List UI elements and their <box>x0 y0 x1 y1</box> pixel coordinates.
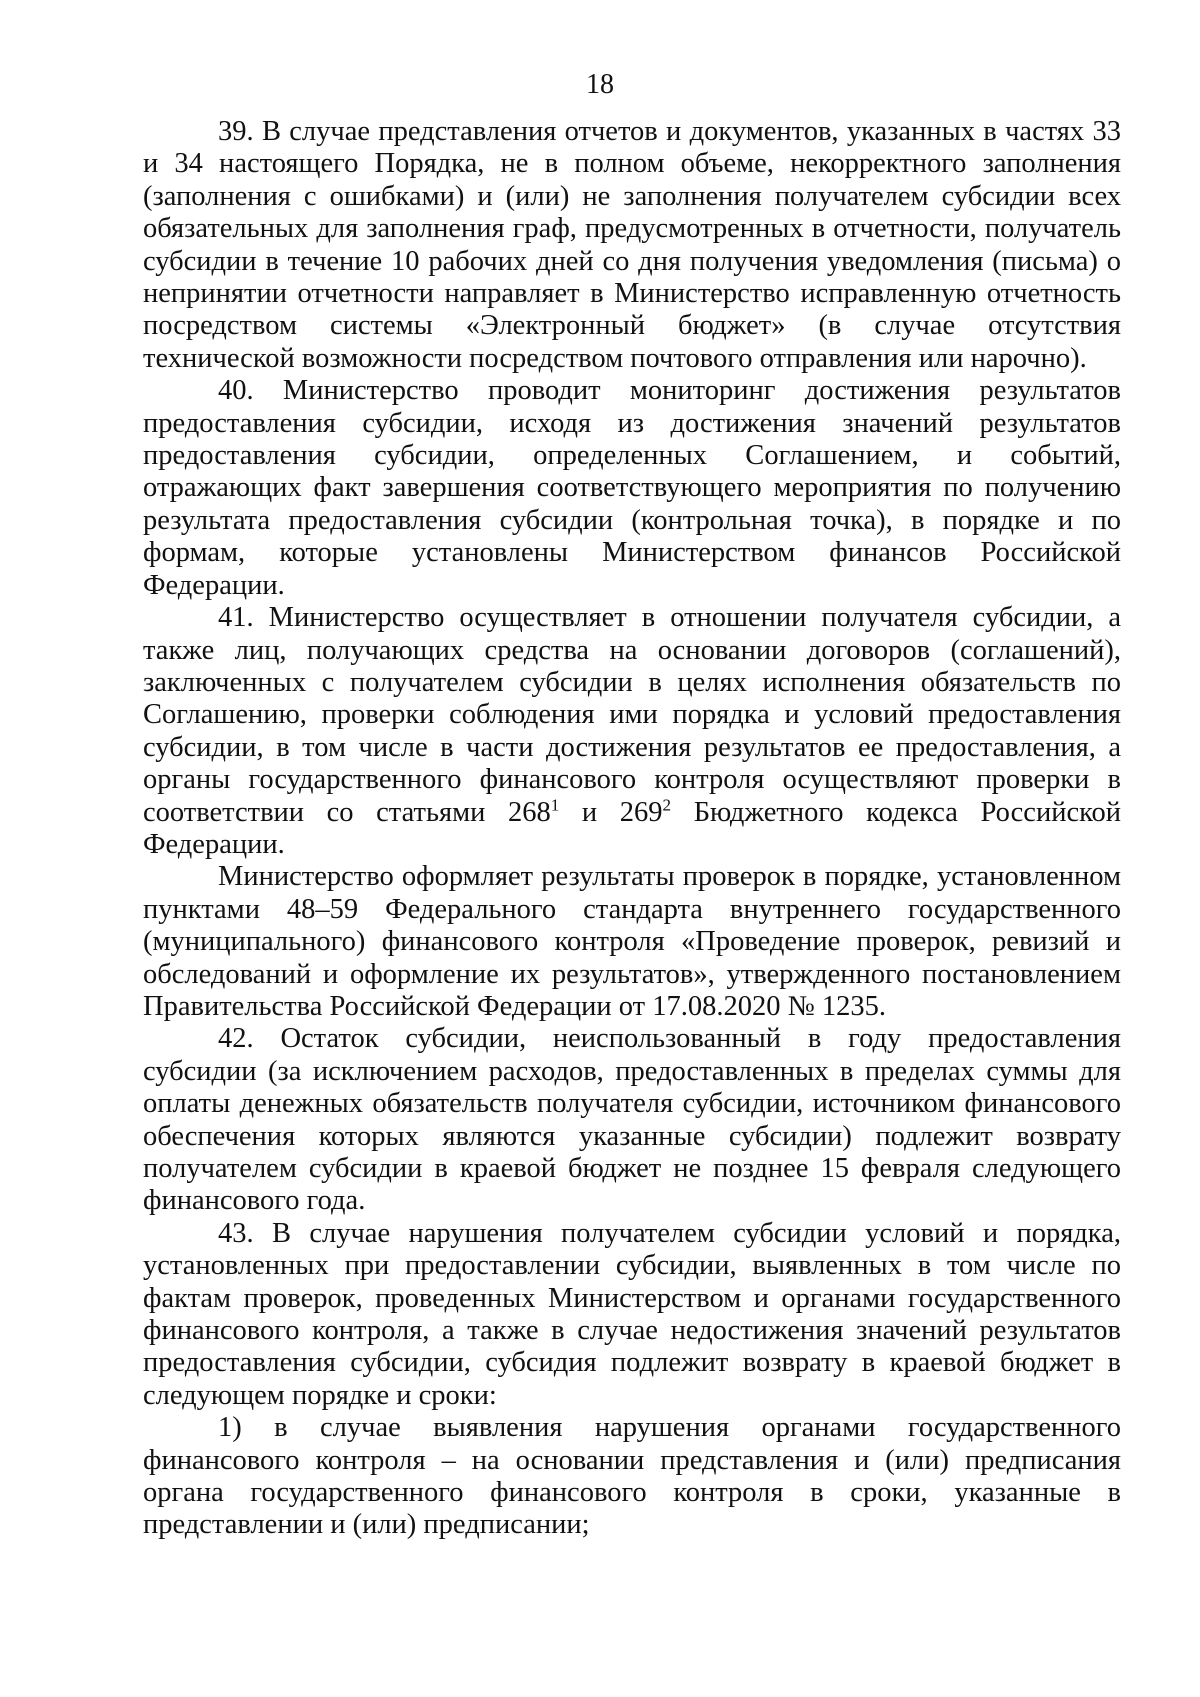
paragraph-41-text-middle: и 269 <box>559 796 663 828</box>
document-body <box>143 116 1121 1542</box>
paragraph-41-text-end: Бюджетного кодекса Российской Федерации. <box>143 796 1121 860</box>
paragraph-42: 42. Остаток субсидии, неиспользованный в году предоставления субсидии (за исключением расходов, предоставленных в пределах суммы для оплаты денежных обязательств получателя субсидии, источником финансового обеспечения которых являются указанные субсидии) подлежит возврату получателем субсидии в краевой бюджет не позднее 15 февраля следующего финансового года. <box>143 1023 1121 1217</box>
paragraph-43-item-1: 1) в случае выявления нарушения органами государственного финансового контроля – на основании представления и (или) предписания органа государственного финансового контроля в сроки, указанные в представлении и (или) предписании; <box>143 1412 1121 1541</box>
article-268-superscript: 1 <box>550 795 560 815</box>
page-number: 18 <box>586 69 614 100</box>
paragraph-39: 39. В случае представления отчетов и документов, указанных в частях 33 и 34 настоящего Порядка, не в полном объеме, некорректного заполнения (заполнения с ошибками) и (или) не заполнения получателем субсидии всех обязательных для заполнения граф, предусмотренных в отчетности, получатель субсидии в течение 10 рабочих дней со дня получения уведомления (письма) о непринятии отчетности направляет в Министерство исправленную отчетность посредством системы «Электронный бюджет» (в случае отсутствия технической возможности посредством почтового отправления или нарочно). <box>143 116 1121 374</box>
paragraph-41 <box>143 602 1121 861</box>
article-269-superscript: 2 <box>662 795 672 815</box>
paragraph-41-text-start: 41. Министерство осуществляет в отношении получателя субсидии, а также лиц, получающих средства на основании договоров (соглашений), заключенных с получателем субсидии в целях исполнения обязательств по Соглашению, проверки соблюдения ими порядка и условий предоставления субсидии, в том числе в части достижения результатов ее предоставления, а органы государственного финансового контроля осуществляют проверки в соответствии со статьями 268 <box>143 602 1121 828</box>
paragraph-43: 43. В случае нарушения получателем субсидии условий и порядка, установленных при предоставлении субсидии, выявленных в том числе по фактам проверок, проведенных Министерством и органами государственного финансового контроля, а также в случае недостижения значений результатов предоставления субсидии, субсидия подлежит возврату в краевой бюджет в следующем порядке и сроки: <box>143 1217 1121 1411</box>
paragraph-41-inspection-results: Министерство оформляет результаты проверок в порядке, установленном пунктами 48–59 Федерального стандарта внутреннего государственного (муниципального) финансового контроля «Проведение проверок, ревизий и обследований и оформление их результатов», утвержденного постановлением Правительства Российской Федерации от 17.08.2020 № 1235. <box>143 861 1121 1022</box>
paragraph-40: 40. Министерство проводит мониторинг достижения результатов предоставления субсидии, исходя из достижения значений результатов предоставления субсидии, определенных Соглашением, и событий, отражающих факт завершения соответствующего мероприятия по получению результата предоставления субсидии (контрольная точка), в порядке и по формам, которые установлены Министерством финансов Российской Федерации. <box>143 375 1121 601</box>
